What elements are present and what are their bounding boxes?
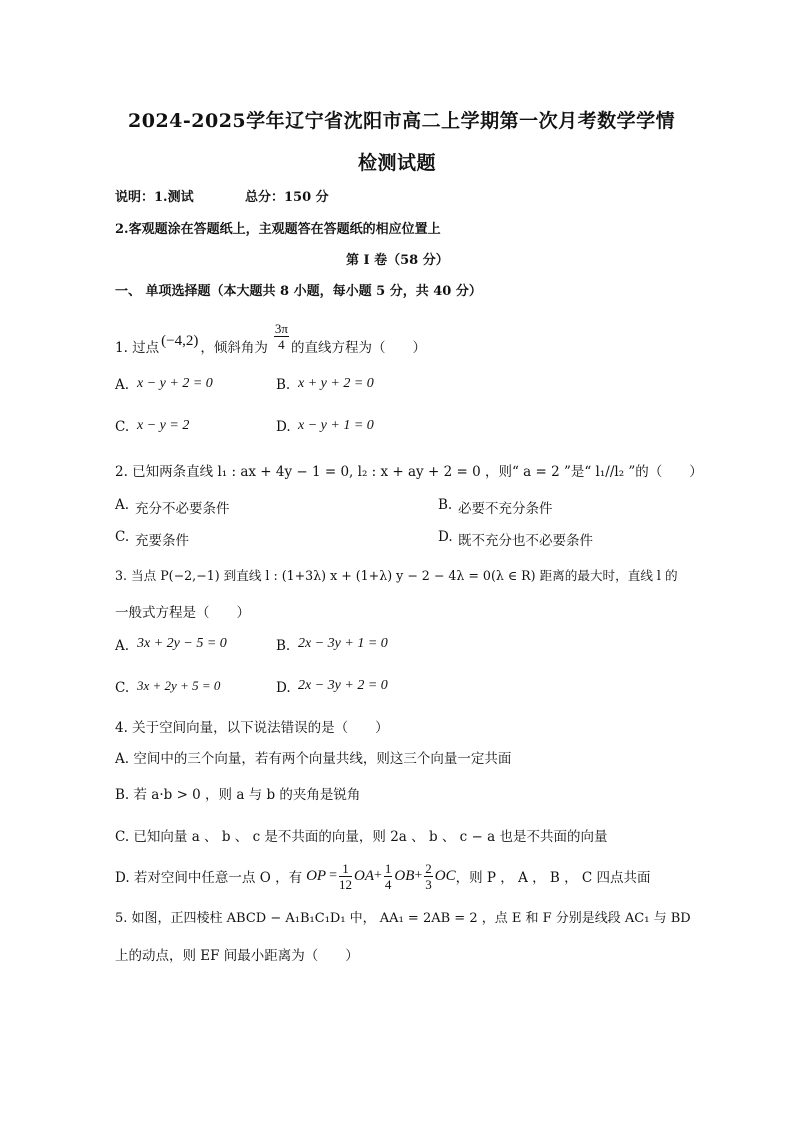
q3-option-b-label: B. <box>276 638 291 654</box>
q1-point: (−4,2) <box>161 333 199 349</box>
q1-option-d-label: D. <box>276 419 291 435</box>
q3-option-a: 3x + 2y − 5 = 0 <box>137 636 227 651</box>
q3-stem-line-1: 3. 当点 P(−2,−1) 到直线 l : (1+3λ) x + (1+λ) y − 2 − 4λ = 0(λ ∈ R) 距离的最大时，直线 l 的 <box>115 568 678 583</box>
q2-option-a: 充分不必要条件 <box>135 501 230 517</box>
q1-suffix: 的直线方程为（ ） <box>290 340 426 356</box>
q3-option-a-label: A. <box>115 638 130 654</box>
total-score: 总分：150 分 <box>245 190 329 205</box>
instruction-2: 2.客观题涂在答题纸上，主观题答在答题纸的相应位置上 <box>115 222 441 237</box>
q3-stem-line-2: 一般式方程是（ ） <box>115 605 250 621</box>
q4-d-frac-3: $\frac{2}{3}$ <box>425 860 432 892</box>
q5-stem-line-1: 5. 如图，正四棱柱 ABCD − A₁B₁C₁D₁ 中， AA₁ = 2AB = 2 ，点 E 和 F 分别是线段 AC₁ 与 BD <box>115 911 691 926</box>
q2-option-c: 充要条件 <box>135 533 189 549</box>
q1-option-a-label: A. <box>115 377 130 393</box>
q3-option-b: 2x − 3y + 1 = 0 <box>298 636 388 651</box>
q1-angle-fraction <box>274 321 289 352</box>
q4-d-op: OP <box>306 867 327 884</box>
q3-option-d: 2x − 3y + 2 = 0 <box>298 678 388 693</box>
q1-frac-den: 4 <box>278 337 285 352</box>
q1-option-b-label: B. <box>276 377 291 393</box>
q2-option-b: 必要不充分条件 <box>458 501 553 517</box>
title-line-2: 检测试题 <box>358 152 437 174</box>
section-heading: 一、 单项选择题（本大题共 8 小题，每小题 5 分，共 40 分） <box>115 284 482 299</box>
q1-option-b: x + y + 2 = 0 <box>298 376 374 391</box>
q4-option-d: D. 若对空间中任意一点 O ，有 OP = $\frac{1}{12}$ OA + $\frac{1}{4}$ OB + $\frac{2}{3}$ OC ，则 P ， A ， B ， C 四点共面 <box>115 860 651 892</box>
q4-d-oc: OC <box>434 867 456 884</box>
q2-option-b-label: B. <box>438 497 453 513</box>
q4-d-prefix: D. 若对空间中任意一点 O ，有 <box>115 870 303 886</box>
q2-option-d-label: D. <box>438 529 453 545</box>
q4-option-c: C. 已知向量 a 、 b 、 c 是不共面的向量，则 2a 、 b 、 c − a 也是不共面的向量 <box>115 829 608 845</box>
q2-option-a-label: A. <box>115 497 130 513</box>
q1-prefix: 1. 过点 <box>115 340 160 356</box>
q4-d-eq: = <box>329 868 337 883</box>
q5-stem-line-2: 上的动点，则 EF 间最小距离为（ ） <box>115 948 359 964</box>
q2-option-c-label: C. <box>115 529 130 545</box>
q2-option-d: 既不充分也不必要条件 <box>458 533 593 549</box>
title-line-1: 2024-2025学年辽宁省沈阳市高二上学期第一次月考数学学情 <box>128 110 676 132</box>
part-heading: 第 I 卷（58 分） <box>346 253 449 268</box>
q1-option-c: x − y = 2 <box>137 418 190 433</box>
q4-d-oa: OA <box>353 867 374 884</box>
q4-stem: 4. 关于空间向量，以下说法错误的是（ ） <box>115 720 389 736</box>
q1-option-d: x − y + 1 = 0 <box>298 418 374 433</box>
q4-d-frac-1: $\frac{1}{12}$ <box>338 860 352 892</box>
q3-option-c-label: C. <box>115 680 130 696</box>
explain-text: 说明：1.测试 <box>115 190 194 205</box>
q1-option-c-label: C. <box>115 419 130 435</box>
q2-stem: 2. 已知两条直线 l₁ : ax + 4y − 1 = 0, l₂ : x + ay + 2 = 0 ，则“ a = 2 ”是“ l₁//l₂ ”的（ ） <box>115 464 703 480</box>
q3-option-c: 3x + 2y + 5 = 0 <box>137 678 221 693</box>
q4-d-frac-2: $\frac{1}{4}$ <box>384 860 392 892</box>
q4-option-a: A. 空间中的三个向量，若有两个向量共线，则这三个向量一定共面 <box>115 751 512 767</box>
q1-frac-num: 3π <box>274 321 288 336</box>
q4-d-suffix: ，则 P ， A ， B ， C 四点共面 <box>455 870 651 886</box>
q4-option-b: B. 若 a·b > 0 ，则 a 与 b 的夹角是锐角 <box>115 787 361 803</box>
q1-mid: ，倾斜角为 <box>200 340 268 356</box>
q4-d-ob: OB <box>394 867 415 884</box>
q1-option-a: x − y + 2 = 0 <box>137 376 213 391</box>
q3-option-d-label: D. <box>276 680 291 696</box>
question-1 <box>115 314 426 360</box>
